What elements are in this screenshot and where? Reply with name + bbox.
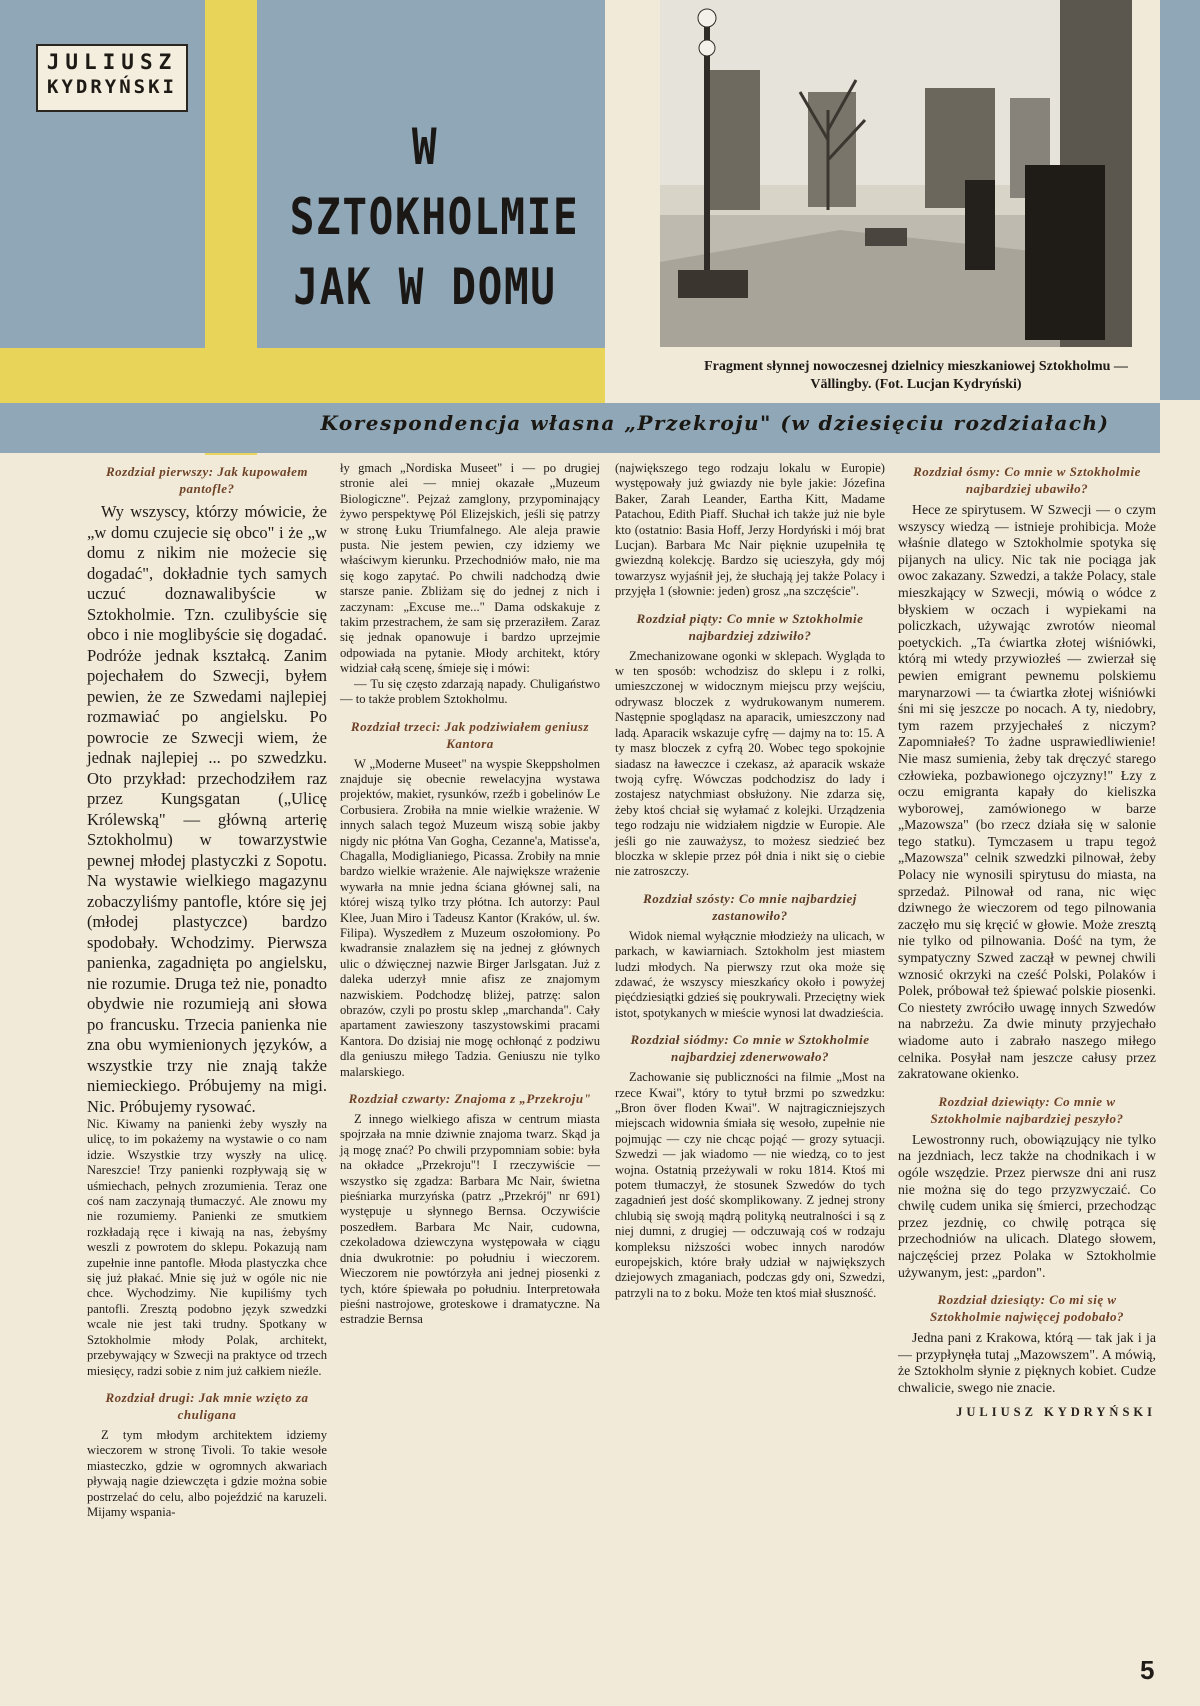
paragraph: Zmechanizowane ogonki w sklepach. Wygląda to w ten sposób: wchodzisz do sklepu i z rolki, umieszczonej w widocznym miejscu przy wejściu, odrywasz bloczek z wydrukowanym numerem. Następnie spoglądasz na aparacik, umieszczony nad ladą. Aparacik wskazuje cyfrę — dajmy na to: 15. A ty masz bloczek z cyfrą 20. Wobec tego spokojnie siadasz na ławeczce i czekasz, aż aparacik wskaże twoją cyfrę. Wówczas podchodzisz do lady i zostajesz natychmiast obsłużony. Nie zdarza się, żeby ktoś chciał się wyłamać z kolejki. Urządzenia tego rodzaju nie widziałem nigdzie w Europie. Ale jeśli go nie zauważysz, to możesz siedzieć bez bloczka w sklepie przez pół dnia i nikt się o ciebie nie zatroszczy. xyxy=(615,648,885,879)
paragraph: (największego tego rodzaju lokalu w Europie) występowały już gwiazdy nie byle jakie: Józefina Baker, Zarah Leander, Eartha Kitt, Madame Patachou, Edith Piaff. Słuchał ich także już nie byle kto (ostatnio: Basia Hoff, Jerzy Hordyński i mój brat Lucjan). Barbara Mc Nair pięknie uzupełniła tę gwiezdną kolekcję. Bardzo się ucieszyła, gdy mój towarzysz wyjaśnił jej, że słuchają jej także Polacy i przyjęła 1 (słownie: jeden) grosz „na szczęście". xyxy=(615,461,885,599)
author-label xyxy=(36,44,188,112)
author-signature: JULIUSZ KYDRYŃSKI xyxy=(956,1404,1156,1419)
title-line-1: W SZTOKHOLMIE xyxy=(289,118,580,246)
chapter-9-heading: Rozdział dziewiąty: Co mnie w Sztokholmie najbardziej peszyło? xyxy=(930,1093,1124,1126)
author-first-name: JULIUSZ xyxy=(46,50,178,74)
chapter-2-heading: Rozdział drugi: Jak mnie wzięto za chuligana xyxy=(105,1389,309,1422)
paragraph: Lewostronny ruch, obowiązujący nie tylko na jezdniach, lecz także na chodnikach i w ogóle wszędzie. Przez pierwsze dni ani rusz nie można się do tego przyzwyczaić. Co chwilę cudem unika się śmierci, przechodząc przez jezdnię, co chwilę potrąca się przechodniów na ulicach. Dlatego słowem, najczęściej przez Polaka w Sztokholmie używanym, jest: „pardon". xyxy=(898,1131,1156,1280)
paragraph: — Tu się często zdarzają napady. Chuligaństwo — to także problem Sztokholmu. xyxy=(340,676,600,707)
paragraph: ły gmach „Nordiska Museet" i — po drugiej stronie alei — mniej okazałe „Muzeum Biologiczne". Pejzaż zamglony, przypominający żywo perspektywę Pól Elizejskich, jeśli się patrzy w stronę Łuku Triumfalnego. Ale aleja prawie pusta. Nie jestem pewien, czy idziemy we właściwym kierunku. Przechodniów mało, nie ma się kogo zapytać. Po chwili nadchodzą dwie starsze panie. Zbliżam się do jednej z nich i zaczynam: „Excuse me..." Dama odskakuje z takim przestrachem, że sam się przeraziłem. Zaraz się jednak opanowuje i bardzo uprzejmie odpowiada na pytanie. Młody architekt, który widział całą scenę, śmieje się i mówi: xyxy=(340,461,600,676)
column-3 xyxy=(615,461,885,1301)
article-subtitle: Korespondencja własna „Przekroju" (w dziesięciu rozdziałach) xyxy=(320,411,1110,435)
paragraph: Jedna pani z Krakowa, którą — tak jak i ja — przypłynęła tutaj „Mazowszem". A mówią, że Sztokholm słynie z pięknych kobiet. Cudze chwalicie, swego nie znacie. xyxy=(898,1330,1156,1395)
column-4 xyxy=(898,461,1156,1420)
chapter-10-heading: Rozdział dziesiąty: Co mi się w Sztokholmie najwięcej podobało? xyxy=(930,1292,1124,1325)
article-title xyxy=(289,112,580,322)
paragraph: Z innego wielkiego afisza w centrum miasta spojrzała na mnie dziwnie znajoma twarz. Skąd ja ją mogę znać? Po chwili przypomniam sobie: była na okładce „Przekroju"! I rzeczywiście — wszystko się zgadza: Barbara Mc Nair, świetna pieśniarka murzyńska (patrz „Przekrój" nr 691) występuje u słynnego Bernsa. Oczywiście poszedłem. Barbara Mc Nair, cudowna, czekoladowa dziewczyna występowała w ciągu dnia dwukrotnie: po południu i wieczorem. Wieczorem nie powtórzyła ani jednej piosenki z tych, które śpiewała po południu. Interpretowała pieśni nastrojowe, groteskowe i dramatyczne. Na estradzie Bernsa xyxy=(340,1112,600,1327)
column-2 xyxy=(340,461,600,1328)
paragraph: Z tym młodym architektem idziemy wieczorem w stronę Tivoli. To takie wesołe miasteczko, gdzie w ogromnych akwariach pływają nagie dziewczęta i gdzie można sobie postrzelać do celu, albo pojeździć na karuzeli. Mijamy wspania- xyxy=(87,1427,327,1519)
chapter-4-heading: Rozdział czwarty: Znajoma z „Przekroju" xyxy=(348,1091,592,1107)
paragraph: Widok niemal wyłącznie młodzieży na ulicach, w parkach, w kawiarniach. Sztokholm jest miastem ludzi młodych. Na pierwszy rzut oka może się zdawać, że wszyscy mieszkańcy około i powyżej pięćdziesiątki gdzieś się poukrywali. Przeciętny wiek istot, spotykanych w mieście wynosi lat dwadzieścia. xyxy=(615,928,885,1020)
column-1 xyxy=(87,461,327,1520)
paragraph: Hece ze spirytusem. W Szwecji — o czym wszyscy wiedzą — istnieje prohibicja. Może właśnie dlatego w Sztokholmie spotyka się pijanych na ulicy. Nic tak nie pociąga jak owoc zakazany. Szwedzi, a także Polacy, stale mieszkający w Szwecji, mówią o wódce z błyskiem w oczach i wypiekami na policzkach, używając zwrotów nieomal poetyckich. „Ta ćwiartka złotej wiśniówki, którą mi wtedy przywiozłeś — zwierzał się pewien emigrant pewnemu polskiemu marynarzowi — ta ćwiartka złotej wiśniówki śni mi się jeszcze po nocach. A ty, niedobry, tym razem przyjechałeś z niczym? Zapomniałeś? To żadne usprawiedliwienie! Nie masz sumienia, żeby tak dręczyć starego człowieka, pozbawionego ojczyzny!" Łzy z oczu emigranta kapały do kieliszka wyborowej, zamówionego w barze „Mazowsza" (bo rzecz działa się w salonie tego statku). Tymczasem u trapu tegoż „Mazowsza" celnik szwedzki pilnował, żeby Polacy nie wynosili spirytusu do miasta, na sprzedaż. Pilnował od rana, nic więc dziwnego że wieczorem od tego pilnowania zaczęło mu się kręcić w głowie. Może zresztą nie tylko od pilnowania. Dość na tym, że sympatyczny Szwed zaczął w pewnej chwili wznosić okrzyki na cześć Polski, Polaków i Polek, próbował też śpiewać polskie piosenki. Co niestety zwróciło uwagę innych Szwedów na nabrzeżu. Za dwie minuty przyjechało wiadome auto i zabrało naszego miłego celnika. Posyłał nam jeszcze całusy przez zakratowane okienko. xyxy=(898,502,1156,1082)
title-line-2: JAK W DOMU xyxy=(293,258,557,316)
chapter-1-heading: Rozdział pierwszy: Jak kupowałem pantofle? xyxy=(106,464,308,496)
paragraph: W „Moderne Museet" na wyspie Skeppsholmen znajduje się obecnie rewelacyjna wystawa projektów, makiet, rysunków, rzeźb i gobelinów Le Corbusiera. Zrobiła na mnie wielkie wrażenie. W innych salach tegoż Muzeum wiszą sobie jakby nigdy nic płótna Van Gogha, Cezanne'a, Matisse'a, Chagalla, Modiglianiego, Picassa. Zrobiły na mnie bardzo wielkie wrażenie. Ale największe wrażenie wywarła na mnie jedna ściana głównej sali, na której wiszą tylko trzy płótna. Ich autorzy: Paul Klee, Juan Miro i Tadeusz Kantor (Kraków, ul. św. Filipa). Wyszedłem z Muzeum oszołomiony. Po kwadransie znalazłem się na jednej z głównych ulic o dźwięcznej nazwie Birger Jarlsgatan. Już z daleka uderzył mnie afisz ze znajomym nazwiskiem. Podchodzę bliżej, patrzę: salon obrazów, czyli po prostu sklep „marchanda". Cały apartament zawieszony taszystowskimi pracami Kantora. Do dzisiaj nie mogę ochłonąć z podziwu dla geniuszu miłego Tadzia. Geniuszu nie tylko malarskiego. xyxy=(340,756,600,1079)
flag-yellow-horizontal xyxy=(0,348,605,403)
page-number: 5 xyxy=(1140,1655,1155,1685)
photo-caption: Fragment słynnej nowoczesnej dzielnicy mieszkaniowej Sztokholmu — Vällingby. (Fot. Lucjan Kydryński) xyxy=(704,359,1128,392)
paragraph: Zachowanie się publiczności na filmie „Most na rzece Kwai", który to tytuł brzmi po szwedzku: „Bron över floden Kwai". W najtragiczniejszych miejscach widownia śmiała się wesoło, zupełnie nie pojmując — czy nie chcąc pojąć — grozy sytuacji. Szwedzi — jak wiadomo — nie wiedzą, co to jest wojna. Ostatnią przeżywali w roku 1814. Ktoś mi potem tłumaczył, że stosunek Szwedów do tych zagadnień jest dość skomplikowany. Z jednej strony chlubią się swoją mądrą polityką neutralności i są z niej dumni, z drugiej — odczuwają coś w rodzaju kompleksu niższości wobec innych narodów europejskich, które brały udział w największych dziejowych zmaganiach, podczas gdy oni, Szwedzi, patrzyli na to z boku. Może ten ktoś miał słuszność. xyxy=(615,1070,885,1300)
chapter-6-heading: Rozdział szósty: Co mnie najbardziej zastanowiło? xyxy=(643,890,857,923)
chapter-3-heading: Rozdział trzeci: Jak podziwiałem geniusz Kantora xyxy=(350,718,590,751)
paragraph: Nic. Kiwamy na panienki żeby wyszły na ulicę, to im pokażemy na wystawie o co nam idzie. Wszystkie trzy wyszły na ulicę. Nareszcie! Trzy panienki rozpływają się w uśmiechach, pełnych zrozumienia. Teraz one coś nam zaczynają tłumaczyć. Ale znowu my nie rozumiemy. Panienki ze smutkiem rozkładają ręce i kiwają na nas, żebyśmy weszli z powrotem do sklepu. Pokazują nam zupełnie inne pantofle. Młoda plastyczka chce się już płakać. Mnie się już w ogóle nic nie chce. Wychodzimy. Nie kupiliśmy tych pantofli. Zresztą podobno język szwedzki wcale nie jest taki trudny. Spotkany w Sztokholmie młody Polak, architekt, przebywający w Szwecji na praktyce od trzech miesięcy, radzi sobie z nim już całkiem nieźle. xyxy=(87,1117,327,1378)
paragraph: Wy wszyscy, którzy mówicie, że „w domu czujecie się obco" i że „w domu z nikim nie możecie się dogadać", dokładnie tych samych uczuć doznawalibyście w Sztokholmie. Tzn. czulibyście się obco i nie moglibyście się dogadać. Podróże jednak kształcą. Zanim pojechałem do Szwecji, byłem pewien, że ze Szwedami najlepiej rozmawiać po angielsku. Po powrocie ze Szwecji wiem, że jednak najlepiej ... po szwedzku. Oto przykład: przechodziłem raz przez Kungsgatan („Ulicę Królewską" — główną arterię Sztokholmu) w towarzystwie pewnej młodej plastyczki z Sopotu. Na wystawie wielkiego magazynu zobaczyliśmy pantofle, które się jej (młodej plastyczce) bardzo spodobały. Wchodzimy. Pierwsza panienka, zagadnięta po angielsku, nie rozumie. Druga też nie, ponadto obydwie nie rozumieją ani słowa po francusku. Trzecia panienka nie zna obu wymienionych języków, a wszystkie trzy nie znają także niemieckiego. Próbujemy na migi. Nic. Próbujemy rysować. xyxy=(87,502,327,1116)
photo-icon xyxy=(660,0,1132,347)
chapter-7-heading: Rozdział siódmy: Co mnie w Sztokholmie najbardziej zdenerwowało? xyxy=(630,1032,870,1065)
chapter-5-heading: Rozdział piąty: Co mnie w Sztokholmie najbardziej zdziwiło? xyxy=(636,610,864,643)
author-last-name: KYDRYŃSKI xyxy=(47,76,177,98)
chapter-8-heading: Rozdział ósmy: Co mnie w Sztokholmie najbardziej ubawiło? xyxy=(913,464,1141,496)
